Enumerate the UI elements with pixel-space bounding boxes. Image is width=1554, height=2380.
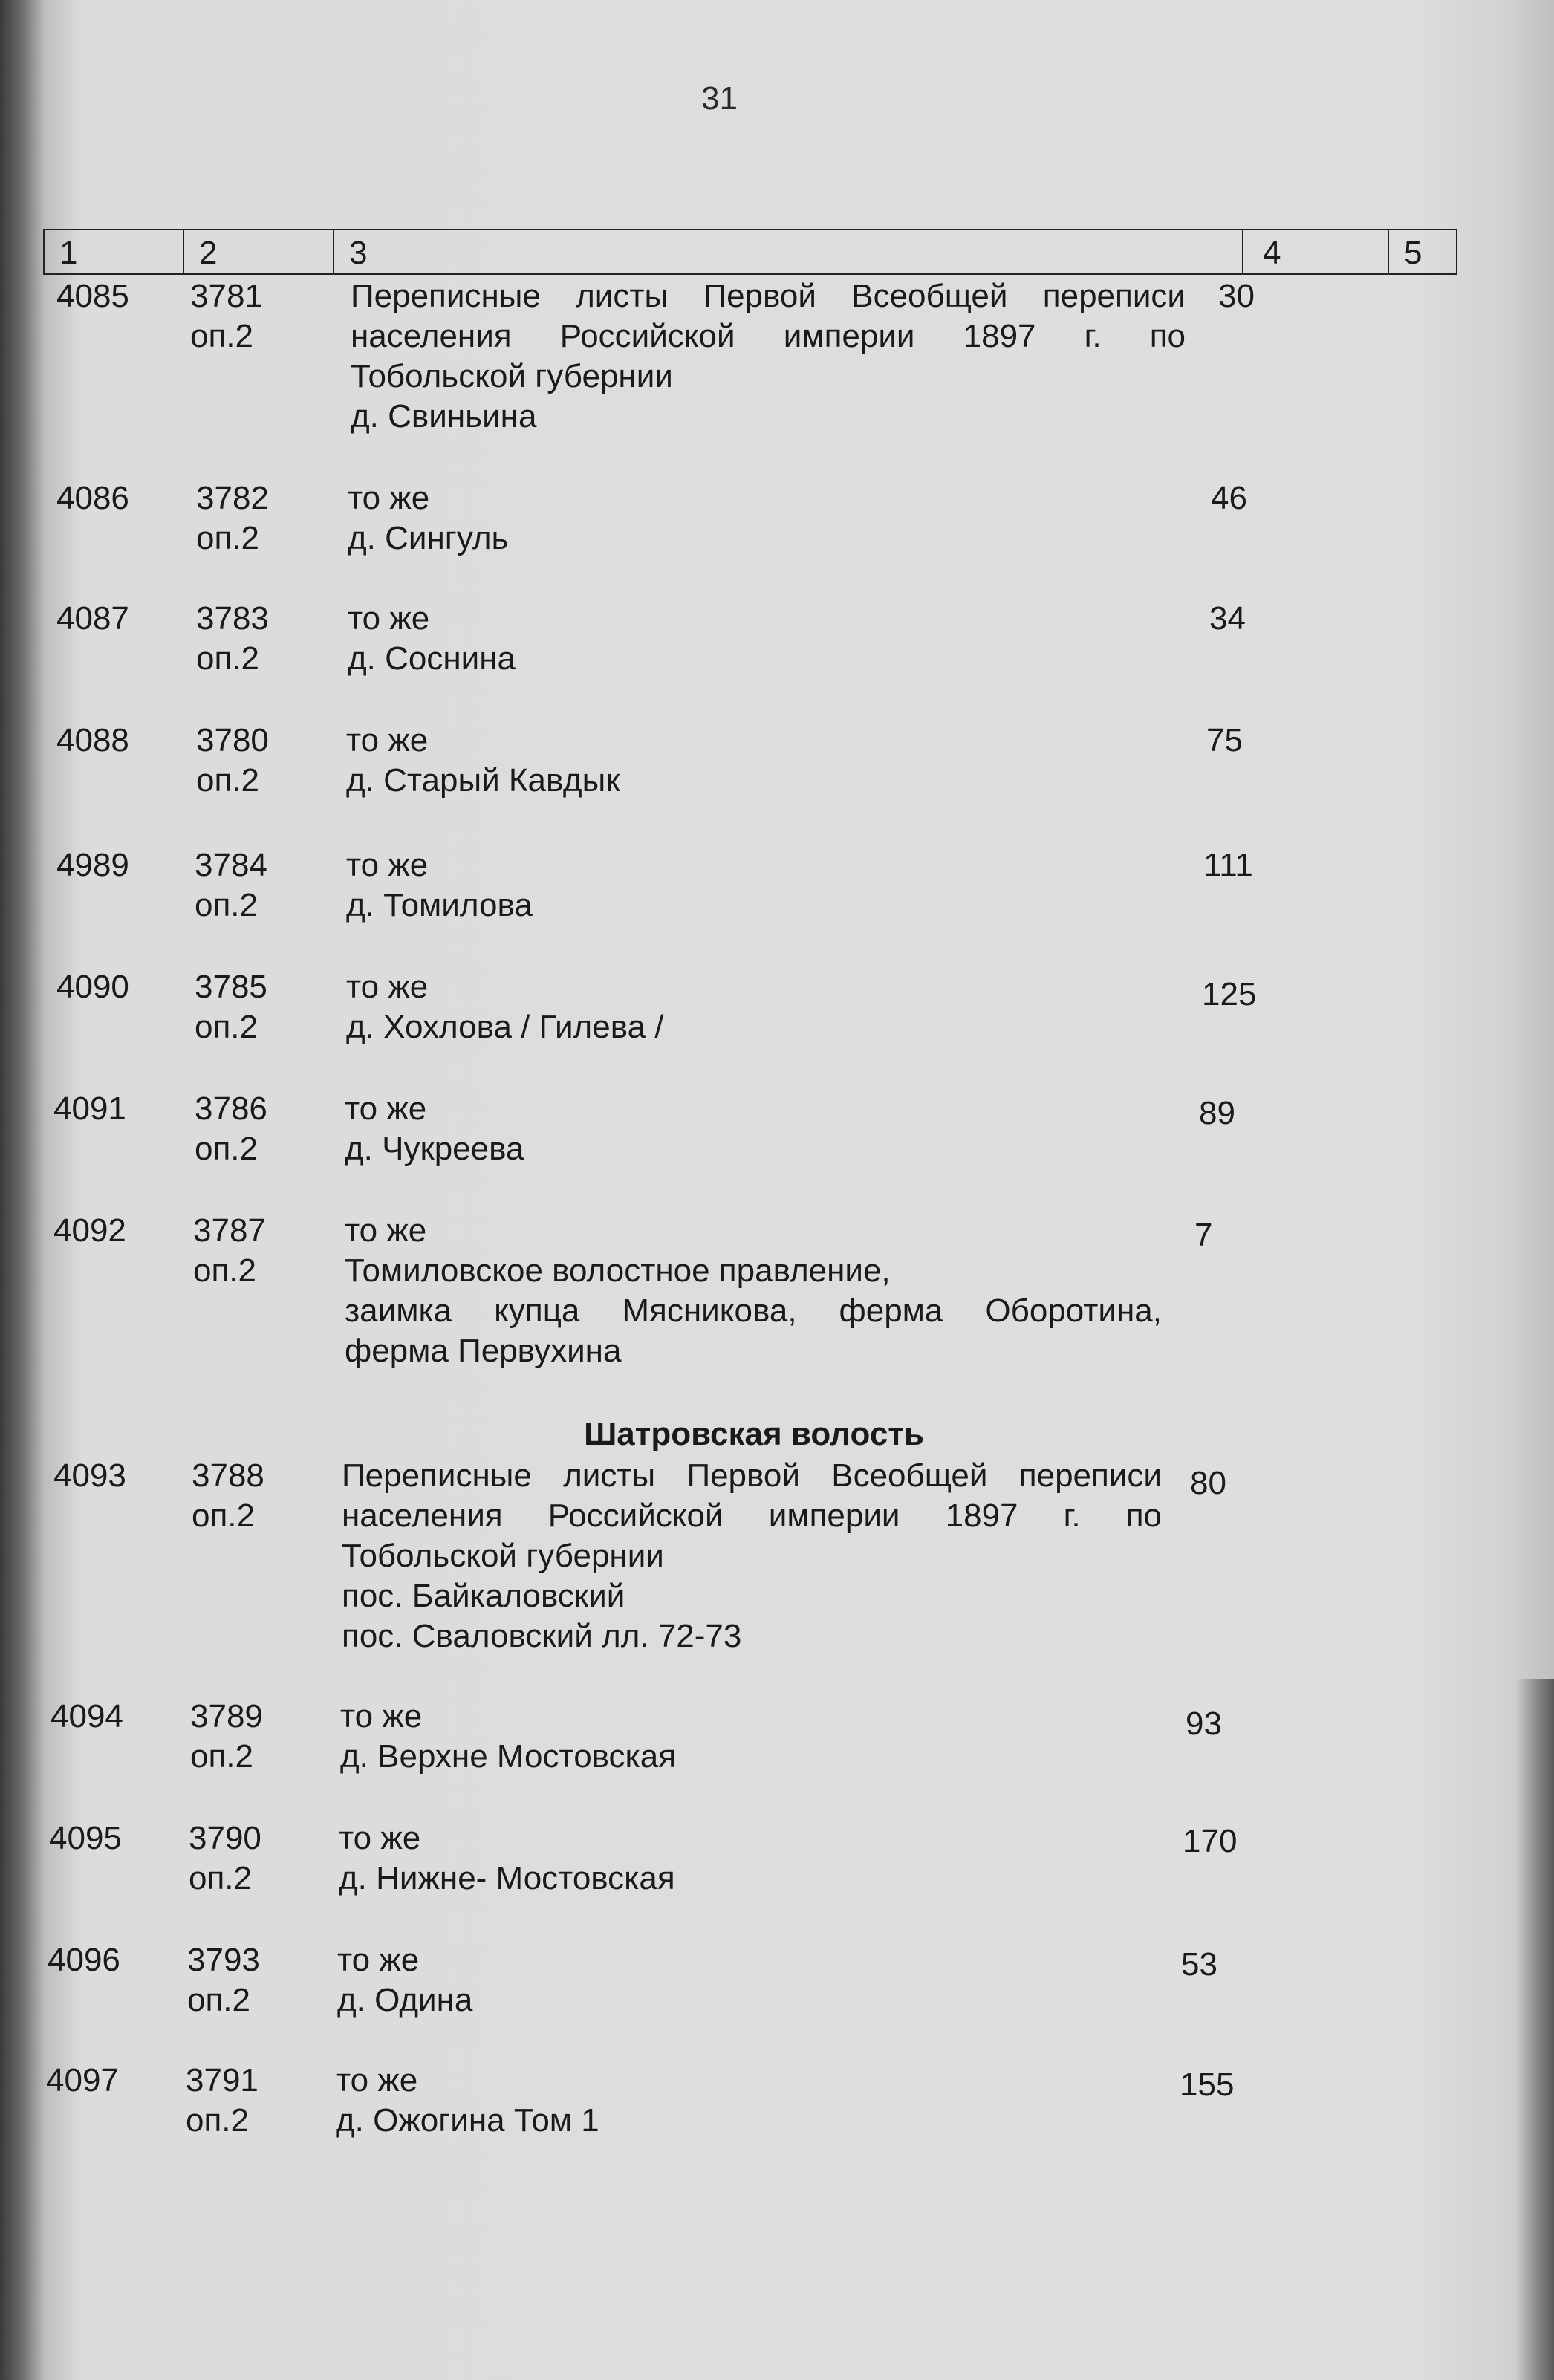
description [345, 1089, 1184, 1169]
table-header [43, 229, 1457, 275]
description [345, 1211, 1162, 1371]
inventory-id: оп.2 [190, 318, 253, 354]
sheet-count: 34 [1209, 600, 1246, 637]
header-col-5: 5 [1404, 235, 1423, 271]
fund-number [195, 1089, 267, 1169]
fund-id: 3781 [190, 278, 263, 314]
description-line: д. Соснина [348, 640, 516, 677]
header-col-4: 4 [1243, 230, 1389, 273]
description-line: пос. Сваловский лл. 72-73 [342, 1618, 742, 1654]
fund-id: 3793 [187, 1942, 260, 1978]
fund-number [195, 845, 267, 926]
record-number: 4096 [48, 1942, 120, 1978]
description-line: д. Томилова [346, 887, 533, 923]
record-number: 4091 [53, 1090, 126, 1127]
description-line: д. Чукреева [345, 1131, 524, 1167]
inventory-id: оп.2 [196, 762, 259, 799]
description-line: то же [346, 969, 429, 1005]
record-number: 4087 [56, 600, 129, 637]
description [339, 1818, 1178, 1899]
description [346, 721, 1186, 801]
description [348, 599, 1187, 679]
description-line: заимка купца Мясникова, ферма Оборотина, [345, 1293, 1162, 1329]
inventory-id: оп.2 [193, 1252, 256, 1289]
record-number: 4095 [49, 1820, 122, 1856]
description-line: д. Ожогина Том 1 [336, 2102, 599, 2139]
sheet-count: 89 [1199, 1095, 1235, 1131]
description-line: д. Верхне Мостовская [340, 1738, 677, 1775]
description [346, 845, 1186, 926]
fund-number [193, 1211, 266, 1291]
fund-id: 3787 [193, 1212, 266, 1249]
fund-id: 3791 [186, 2062, 259, 2098]
fund-number [190, 276, 263, 357]
description [342, 1456, 1162, 1656]
sheet-count: 53 [1181, 1946, 1217, 1983]
description-line: населения Российской империи 1897 г. по [342, 1498, 1162, 1534]
fund-number [192, 1456, 264, 1536]
description-line: то же [348, 480, 430, 516]
description [351, 276, 1186, 437]
sheet-count: 125 [1202, 976, 1257, 1012]
fund-id: 3785 [195, 969, 267, 1005]
fund-id: 3783 [196, 600, 269, 637]
header-col-1: 1 [45, 230, 184, 273]
sheet-count: 30 [1218, 278, 1255, 314]
record-number: 4092 [53, 1212, 126, 1249]
record-number: 4086 [56, 480, 129, 516]
description-line: д. Хохлова / Гилева / [346, 1009, 664, 1045]
fund-id: 3780 [196, 722, 269, 758]
description [348, 478, 1187, 559]
description-line: то же [348, 600, 430, 637]
description-line: д. Одина [337, 1982, 473, 2018]
description-line: населения Российской империи 1897 г. по [351, 318, 1186, 354]
record-number: 4093 [53, 1457, 126, 1494]
inventory-id: оп.2 [186, 2102, 249, 2139]
description-line: то же [345, 1090, 427, 1127]
sheet-count: 93 [1186, 1706, 1222, 1742]
fund-id: 3784 [195, 847, 267, 883]
sheet-count: 80 [1190, 1465, 1226, 1501]
description-line: д. Нижне- Мостовская [339, 1860, 675, 1896]
description [337, 1940, 1177, 2020]
description-line: Переписные листы Первой Всеобщей переписи [342, 1457, 1162, 1494]
fund-number [187, 1940, 260, 2020]
fund-id: 3789 [190, 1698, 263, 1734]
record-number: 4097 [46, 2062, 119, 2098]
description-line: ферма Первухина [345, 1333, 622, 1369]
description-line: то же [345, 1212, 427, 1249]
description-line: Переписные листы Первой Всеобщей переписи [351, 278, 1186, 314]
sheet-count: 170 [1183, 1823, 1238, 1859]
fund-number [195, 967, 267, 1047]
description [346, 967, 1186, 1047]
fund-id: 3786 [195, 1090, 267, 1127]
description-line: Тобольской губернии [351, 358, 673, 394]
fund-number [196, 478, 269, 559]
description [340, 1697, 1180, 1777]
description [336, 2061, 1175, 2141]
description-line: д. Свиньина [351, 398, 537, 435]
description-line: то же [339, 1820, 421, 1856]
sheet-count: 46 [1211, 480, 1247, 516]
record-number: 4094 [51, 1698, 123, 1734]
inventory-id: оп.2 [195, 1009, 258, 1045]
inventory-id: оп.2 [187, 1982, 250, 2018]
inventory-id: оп.2 [195, 1131, 258, 1167]
fund-id: 3790 [189, 1820, 261, 1856]
sheet-count: 7 [1194, 1217, 1213, 1253]
sheet-count: 111 [1203, 847, 1253, 883]
fund-number [196, 599, 269, 679]
description-line: Томиловское волостное правление, [345, 1252, 891, 1289]
description-line: д. Старый Кавдык [346, 762, 620, 799]
description-line: то же [336, 2062, 418, 2098]
description-line: то же [337, 1942, 420, 1978]
fund-number [189, 1818, 261, 1899]
record-number: 4085 [56, 278, 129, 314]
section-title: Шатровская волость [584, 1416, 924, 1452]
inventory-id: оп.2 [189, 1860, 252, 1896]
description-line: Тобольской губернии [342, 1538, 664, 1574]
inventory-id: оп.2 [196, 520, 259, 556]
inventory-id: оп.2 [192, 1498, 255, 1534]
description-line: то же [346, 722, 429, 758]
header-col-2: 2 [184, 230, 334, 273]
scan-edge-shadow [1515, 1679, 1554, 2380]
page-number: 31 [701, 80, 738, 117]
description-line: пос. Байкаловский [342, 1578, 625, 1614]
inventory-id: оп.2 [196, 640, 259, 677]
fund-id: 3788 [192, 1457, 264, 1494]
fund-number [196, 721, 269, 801]
record-number: 4989 [56, 847, 129, 883]
sheet-count: 155 [1180, 2067, 1235, 2103]
sheet-count: 75 [1206, 722, 1243, 758]
description-line: то же [346, 847, 429, 883]
inventory-id: оп.2 [195, 887, 258, 923]
record-number: 4088 [56, 722, 129, 758]
fund-id: 3782 [196, 480, 269, 516]
fund-number [190, 1697, 263, 1777]
fund-number [186, 2061, 259, 2141]
inventory-id: оп.2 [190, 1738, 253, 1775]
record-number: 4090 [56, 969, 129, 1005]
header-col-3: 3 [334, 230, 1243, 273]
description-line: то же [340, 1698, 423, 1734]
description-line: д. Сингуль [348, 520, 509, 556]
